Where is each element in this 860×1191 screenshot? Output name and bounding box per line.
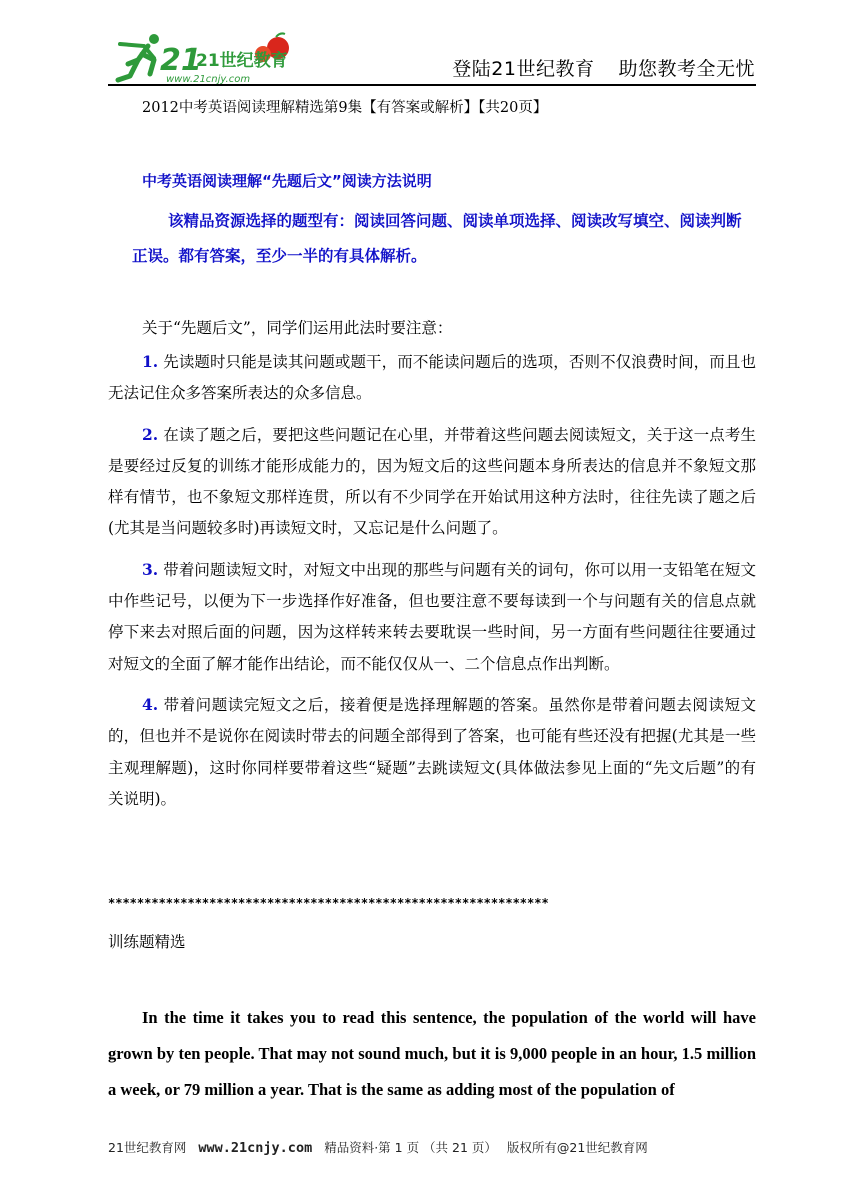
page-header	[0, 0, 860, 90]
site-logo	[108, 30, 298, 86]
section-label: 训练题精选	[108, 933, 186, 951]
method-description: 该精品资源选择的题型有：阅读回答问题、阅读单项选择、阅读改写填空、阅读判断正误。都有答案，至少一半的有具体解析。	[132, 212, 742, 265]
reading-passage: In the time it takes you to read this sentence, the population of the world will have grown by ten people. That may not sound much, but it is 9,000 people in an hour, 1.5 million a week, or 79 million a year. That is the same as adding most of the population of	[108, 1008, 756, 1099]
tip-text: 带着问题读完短文之后，接着便是选择理解题的答案。虽然你是带着问题去阅读短文的，但也并不是说你在阅读时带去的问题全部得到了答案，也可能有些还没有把握(尤其是一些主观理解题)，这时你同样要带着这些“疑题”去跳读短文(具体做法参见上面的“先文后题”的有关说明)。	[108, 695, 756, 808]
tip-text: 在读了题之后，要把这些问题记在心里，并带着这些问题去阅读短文，关于这一点考生是要经过反复的训练才能形成能力的，因为短文后的这些问题本身所表达的信息并不象短文那样有情节，也不象短文那样连贯，所以有不少同学在开始试用这种方法时，往往先读了题之后(尤其是当问题较多时)再读短文时，又忘记是什么问题了。	[108, 425, 756, 538]
footer-site-name: 21世纪教育网	[108, 1140, 187, 1155]
tip-number: 4.	[142, 694, 159, 714]
tip-number: 3.	[142, 559, 159, 579]
tip-number: 1.	[142, 352, 159, 371]
tip-item	[108, 554, 756, 680]
svg-text:21世纪教育: 21世纪教育	[196, 51, 288, 71]
tips-list	[108, 346, 756, 824]
slogan-left: 登陆21世纪教育	[452, 58, 595, 80]
document-title: 2012中考英语阅读理解精选第9集【有答案或解析】【共20页】	[142, 100, 548, 116]
footer-site-url[interactable]: www.21cnjy.com	[198, 1140, 313, 1156]
footer-copyright: 版权所有@21世纪教育网	[506, 1140, 648, 1155]
tip-item	[108, 689, 756, 815]
notice-line: 关于“先题后文”，同学们运用此法时要注意：	[142, 319, 453, 337]
svg-text:www.21cnjy.com: www.21cnjy.com	[166, 74, 251, 85]
running-figure-icon	[118, 34, 159, 80]
footer-page-info: 精品资料·第 1 页 （共 21 页）	[324, 1140, 497, 1155]
tip-text: 先读题时只能是读其问题或题干，而不能读问题后的选项，否则不仅浪费时间，而且也无法记住众多答案所表达的众多信息。	[108, 353, 756, 403]
tip-number: 2.	[142, 424, 159, 444]
tip-item	[108, 346, 756, 410]
method-title: 中考英语阅读理解“先题后文”阅读方法说明	[142, 172, 432, 190]
svg-text:21: 21	[160, 43, 202, 78]
tip-text: 带着问题读短文时，对短文中出现的那些与问题有关的词句，你可以用一支铅笔在短文中作些记号，以便为下一步选择作好准备，但也要注意不要每读到一个与问题有关的信息点就停下来去对照后面的问题，因为这样转来转去要耽误一些时间，另一方面有些问题往往要通过对短文的全面了解才能作出结论，而不能仅仅从一、二个信息点作出判断。	[108, 560, 756, 673]
slogan-right: 助您教考全无忧	[618, 58, 755, 80]
header-divider	[108, 84, 756, 86]
tip-item	[108, 419, 756, 545]
separator-line: *************************************************************	[108, 896, 549, 910]
header-slogan	[452, 54, 755, 81]
page-footer	[108, 1138, 756, 1156]
